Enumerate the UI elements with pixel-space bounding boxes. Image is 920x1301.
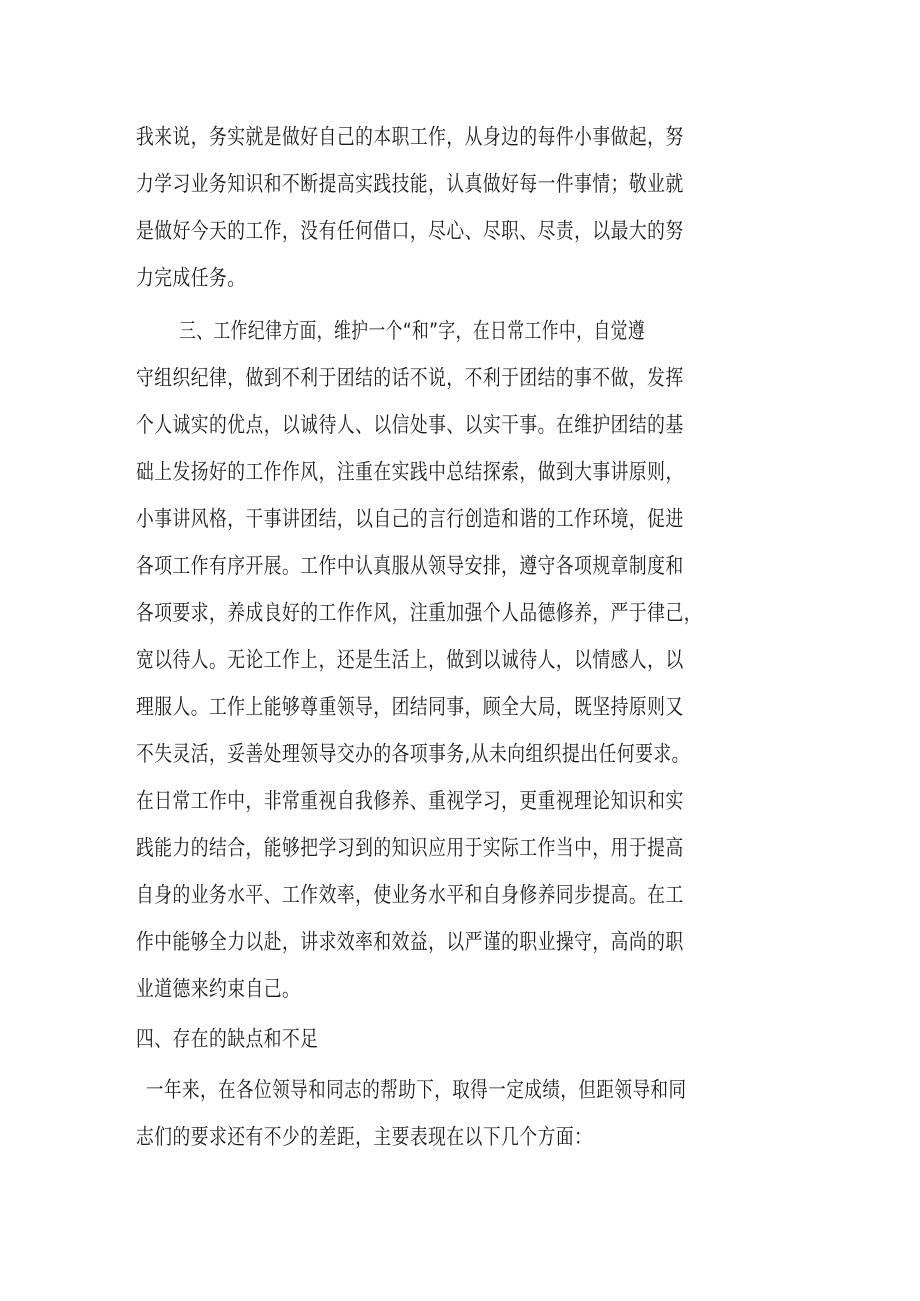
text-line: 各项工作有序开展。工作中认真服从领导安排，遵守各项规章制度和 (136, 554, 684, 579)
text-line: 守组织纪律，做到不利于团结的话不说，不利于团结的事不做，发挥 (136, 366, 684, 391)
text-line: 力完成任务。 (136, 266, 246, 291)
text-line: 践能力的结合，能够把学习到的知识应用于实际工作当中，用于提高 (136, 836, 684, 861)
text-line: 自身的业务水平、工作效率，使业务水平和自身修养同步提高。在工 (136, 883, 684, 908)
text-line: 一年来，在各位领导和同志的帮助下，取得一定成绩，但距领导和同 (146, 1078, 687, 1103)
section-heading-discipline: 三、工作纪律方面，维护一个“和”字，在日常工作中，自觉遵 (179, 319, 646, 344)
text-line: 力学习业务知识和不断提高实践技能，认真做好每一件事情；敬业就 (136, 172, 684, 197)
text-line: 个人诚实的优点，以诚待人、以信处事、以实干事。在维护团结的基 (136, 413, 684, 438)
text-line: 志们的要求还有不少的差距，主要表现在以下几个方面： (136, 1125, 593, 1150)
text-line: 宽以待人。无论工作上，还是生活上，做到以诚待人，以情感人，以 (136, 648, 684, 673)
text-line: 我来说，务实就是做好自己的本职工作，从身边的每件小事做起，努 (136, 125, 684, 150)
text-line: 作中能够全力以赴，讲求效率和效益，以严谨的职业操守，高尚的职 (136, 930, 684, 955)
text-line: 小事讲风格，干事讲团结，以自己的言行创造和谐的工作环境，促进 (136, 507, 684, 532)
text-line: 不失灵活，妥善处理领导交办的各项事务,从未向组织提出任何要求。 (136, 742, 690, 767)
section-heading-shortcomings: 四、存在的缺点和不足 (136, 1027, 319, 1052)
text-line: 在日常工作中，非常重视自我修养、重视学习，更重视理论知识和实 (136, 789, 684, 814)
text-line: 理服人。工作上能够尊重领导，团结同事，顾全大局，既坚持原则又 (136, 695, 684, 720)
text-line: 是做好今天的工作，没有任何借口，尽心、尽职、尽责，以最大的努 (136, 219, 684, 244)
text-line: 业道德来约束自己。 (136, 977, 301, 1002)
text-line: 各项要求，养成良好的工作作风，注重加强个人品德修养，严于律己， (136, 601, 702, 626)
text-line: 础上发扬好的工作作风，注重在实践中总结探索，做到大事讲原则， (136, 460, 684, 485)
